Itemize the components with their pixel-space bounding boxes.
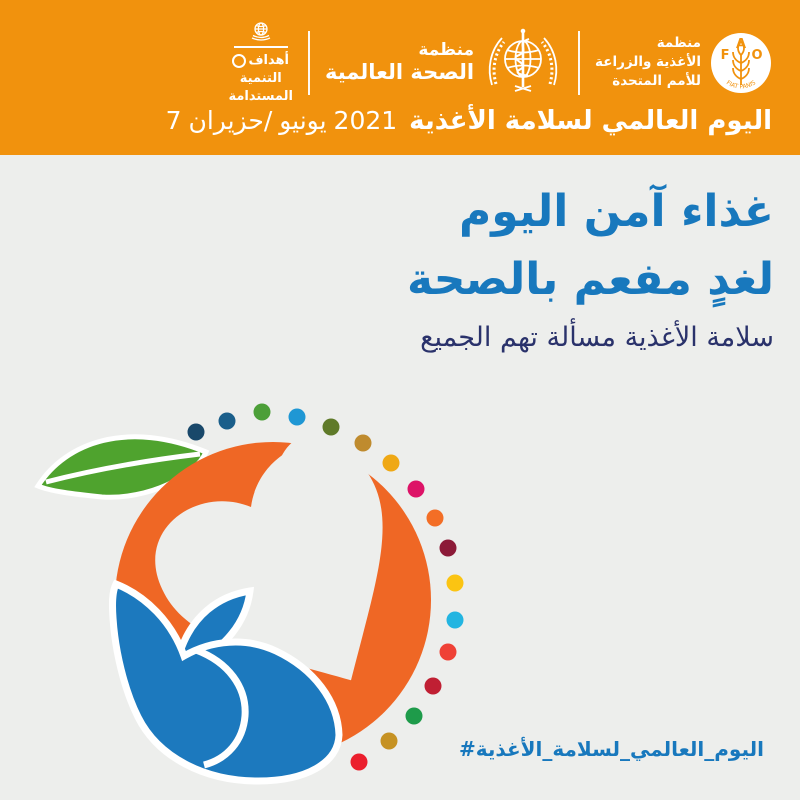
- logo-row: [228, 20, 772, 105]
- fao-logo: [595, 32, 772, 94]
- sdg-word-goals: أهداف: [248, 52, 289, 68]
- food-safety-logo: [6, 390, 481, 792]
- who-logo: [325, 26, 563, 100]
- subtitle: سلامة الأغذية مسألة تهم الجميع: [420, 322, 774, 353]
- sdg-dot: [188, 424, 205, 441]
- headline-line1: غذاء آمن اليوم: [458, 186, 774, 237]
- fao-letter-f: F: [720, 47, 730, 63]
- hashtag: #اليوم_العالمي_لسلامة_الأغذية: [459, 737, 764, 761]
- fao-name-line2: الأغذية والزراعة: [595, 54, 701, 71]
- sdg-dot: [219, 413, 236, 430]
- who-name: [325, 41, 474, 85]
- fao-motto: FIAT PANIS: [724, 78, 758, 91]
- sdg-dot: [408, 481, 425, 498]
- sdg-line2: التنمية: [239, 70, 282, 86]
- date: [166, 106, 398, 135]
- date-line: [166, 106, 772, 136]
- logo-divider: [308, 31, 310, 95]
- logo-divider: [578, 31, 580, 95]
- sdg-dot: [427, 510, 444, 527]
- event-title: اليوم العالمي لسلامة الأغذية: [409, 106, 772, 136]
- who-name-line1: منظمة: [418, 39, 475, 60]
- fao-emblem-icon: [710, 32, 772, 94]
- who-name-line2: الصحة العالمية: [324, 60, 475, 85]
- fao-letter-o: O: [751, 47, 763, 63]
- sdg-dot: [355, 435, 372, 452]
- un-wreath-icon: [248, 20, 274, 42]
- fao-name: [595, 34, 701, 91]
- sdg-dot: [447, 612, 464, 629]
- header-band: [0, 0, 800, 155]
- sdg-line3: المستدامة: [228, 89, 293, 104]
- headline-line2: لغدٍ مفعم بالصحة: [407, 254, 774, 306]
- fao-name-line3: للأمم المتحدة: [612, 73, 701, 90]
- sdg-line1: [232, 53, 289, 69]
- headline: [407, 178, 774, 314]
- fao-name-line1: منظمة: [656, 35, 701, 52]
- sdg-dot: [425, 678, 442, 695]
- date-day: 7: [165, 106, 182, 135]
- sdg-divider-line: [234, 46, 288, 48]
- date-month-yunyu: يونيو: [279, 106, 327, 135]
- date-year: 2021: [333, 106, 398, 135]
- sdg-dot: [254, 404, 271, 421]
- sdg-dot: [323, 419, 340, 436]
- sdg-dot: [383, 455, 400, 472]
- fao-letter-a: A: [735, 36, 747, 52]
- sdg-dot: [406, 708, 423, 725]
- sdg-dot: [440, 644, 457, 661]
- sdg-dot: [447, 575, 464, 592]
- sdg-dot: [351, 754, 368, 771]
- sdg-wheel-icon: [232, 54, 246, 68]
- date-month-haziran: حزيران/: [188, 106, 273, 135]
- sdg-dot: [289, 409, 306, 426]
- sdg-logo: [228, 20, 293, 105]
- who-emblem-icon: [483, 26, 563, 100]
- sdg-dot: [381, 733, 398, 750]
- sdg-dot: [440, 540, 457, 557]
